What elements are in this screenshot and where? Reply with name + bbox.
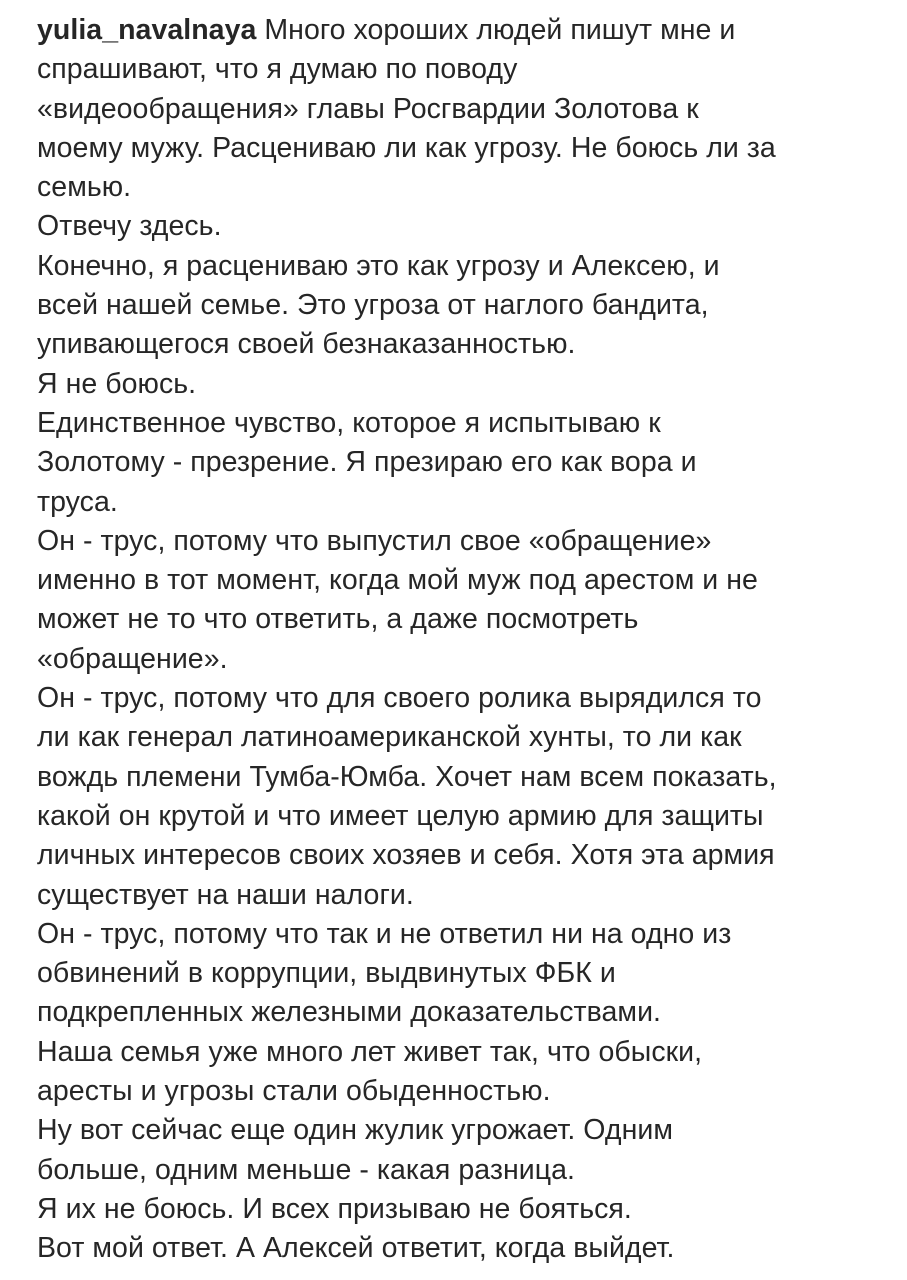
caption-line: труса. [37,485,118,518]
caption-line: Золотому - презрение. Я презираю его как вора и [37,446,697,479]
caption-line: моему мужу. Расцениваю ли как угрозу. Не боюсь ли за [37,131,776,164]
caption-body [37,50,897,1268]
caption-line: подкрепленных железными доказательствами. [37,996,662,1029]
caption-line: Отвечу здесь. [37,210,222,243]
username-link[interactable]: yulia_navalnaya [37,14,257,46]
caption-line: Вот мой ответ. А Алексей ответит, когда выйдет. [37,1232,675,1265]
caption-line: аресты и угрозы стали обыденностью. [37,1075,551,1108]
caption-line: Наша семья уже много лет живет так, что обыски, [37,1035,703,1068]
caption-line: ли как генерал латиноамериканской хунты, то ли как [37,721,742,754]
caption-line: существует на наши налоги. [37,878,414,911]
caption-line: Он - трус, потому что выпустил свое «обращение» [37,524,712,557]
caption-text: Много хороших людей пишут мне и [256,14,736,46]
caption-line: «обращение». [37,642,228,675]
caption-line: может не то что ответить, а даже посмотреть [37,603,639,636]
caption-line: какой он крутой и что имеет целую армию для защиты [37,799,764,832]
caption-line: Я их не боюсь. И всех призываю не бояться. [37,1192,632,1225]
caption-line: именно в тот момент, когда мой муж под арестом и не [37,564,758,597]
caption-line: больше, одним меньше - какая разница. [37,1153,575,1186]
caption-line [37,11,897,50]
caption-line: Конечно, я расцениваю это как угрозу и Алексею, и [37,249,720,282]
caption-line: Он - трус, потому что для своего ролика вырядился то [37,682,762,715]
caption-line: обвинений в коррупции, выдвинутых ФБК и [37,957,616,990]
post-caption [37,11,897,1269]
caption-line: личных интересов своих хозяев и себя. Хотя эта армия [37,839,775,872]
caption-line: Он - трус, потому что так и не ответил ни на одно из [37,917,732,950]
caption-line: спрашивают, что я думаю по поводу [37,53,518,86]
caption-line: семью. [37,171,132,204]
caption-line: Я не боюсь. [37,367,197,400]
caption-line: всей нашей семье. Это угроза от наглого бандита, [37,289,709,322]
caption-line: Единственное чувство, которое я испытываю к [37,406,661,439]
caption-line: упивающегося своей безнаказанностью. [37,328,576,361]
caption-line: Ну вот сейчас еще один жулик угрожает. Одним [37,1114,673,1147]
caption-line: вождь племени Тумба-Юмба. Хочет нам всем показать, [37,760,777,793]
caption-line: «видеообращения» главы Росгвардии Золотова к [37,92,699,125]
